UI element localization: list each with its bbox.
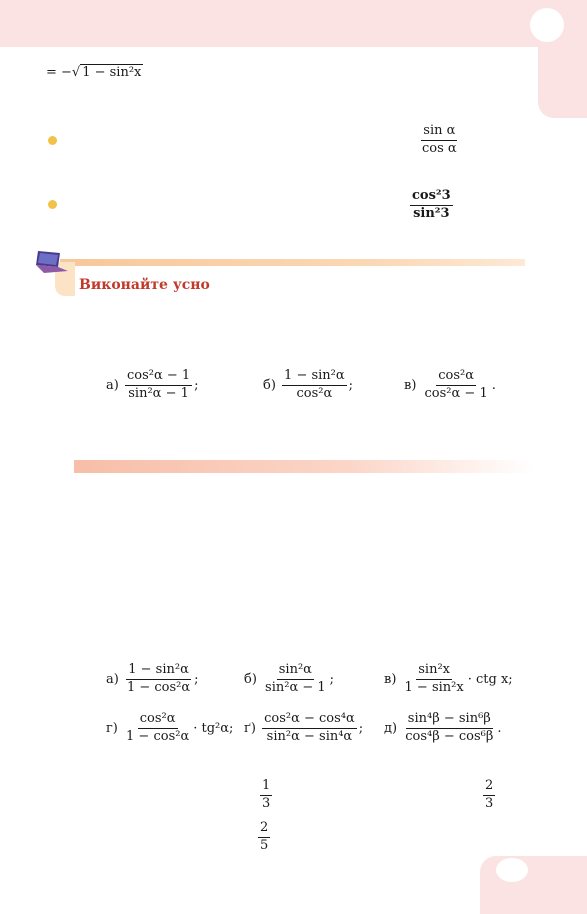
oral-exercise-a — [106, 369, 199, 402]
exercise-punct: ; — [329, 671, 335, 687]
written-exercise-b — [244, 663, 334, 696]
exercise-punct: ; — [194, 377, 199, 393]
top-formula — [46, 66, 143, 81]
fraction-denominator: 1 − cos²α — [126, 679, 191, 695]
fraction-numerator: cos²α − cos⁴α — [262, 712, 357, 729]
written-exercise-e — [244, 712, 363, 745]
exercise-label: а) — [106, 377, 119, 393]
fraction-denominator: sin²3 — [413, 205, 450, 221]
fraction-numerator: cos²α — [138, 712, 178, 729]
fraction-numerator: cos²α — [436, 369, 476, 386]
exercise-punct: ; — [194, 671, 199, 687]
fraction-numerator: cos²3 — [410, 189, 453, 206]
fraction-numerator: 1 − sin²α — [126, 663, 191, 680]
exercise-label: в) — [384, 671, 397, 687]
fraction-numerator: cos²α − 1 — [125, 369, 192, 386]
fraction-denominator: 3 — [262, 795, 271, 811]
fraction-denominator: cos⁴β − cos⁶β — [405, 728, 494, 744]
exercise-label: д) — [384, 720, 398, 736]
fraction-numerator: 1 − sin²α — [282, 369, 347, 386]
fraction-denominator: cos α — [422, 140, 457, 156]
fraction-two-fifths — [256, 821, 272, 854]
bullet-1-fraction — [418, 124, 461, 157]
written-exercise-f — [384, 712, 502, 745]
written-exercise-c — [384, 663, 513, 696]
fraction-denominator: sin²α − 1 — [128, 385, 189, 401]
exercise-tail: · ctg x; — [467, 671, 513, 687]
fraction-numerator: sin α — [421, 124, 457, 141]
fraction-denominator: 5 — [260, 837, 269, 853]
fraction-numerator: 2 — [258, 821, 270, 838]
bottom-tab — [480, 856, 587, 914]
exercise-label: а) — [106, 671, 119, 687]
fraction-denominator: 1 − sin²x — [404, 679, 464, 695]
oral-exercise-c — [404, 369, 496, 402]
written-exercise-d — [106, 712, 233, 745]
exercise-label: б) — [244, 671, 257, 687]
laptop-icon — [34, 249, 70, 275]
section-heading: Виконайте усно — [79, 277, 210, 293]
section-divider-pink — [74, 460, 534, 473]
fraction-denominator: sin²α − sin⁴α — [266, 728, 353, 744]
bullet-2-fraction — [408, 189, 455, 222]
fraction-numerator: 2 — [483, 779, 495, 796]
fraction-numerator: sin⁴β − sin⁶β — [406, 712, 493, 729]
top-formula-radicand: 1 − sin²x — [82, 65, 142, 80]
exercise-punct: ; — [358, 720, 364, 736]
bullet-2 — [48, 200, 57, 209]
oral-exercise-b — [263, 369, 353, 402]
exercise-label: в) — [404, 377, 417, 393]
fraction-denominator: sin²α − 1 — [265, 679, 326, 695]
fraction-denominator: 1 − cos²α — [126, 728, 190, 744]
bullet-1 — [48, 136, 57, 145]
fraction-one-third — [258, 779, 274, 812]
fraction-denominator: cos²α − 1 — [424, 385, 488, 401]
exercise-label: г) — [106, 720, 118, 736]
exercise-punct: . — [491, 377, 496, 393]
exercise-label: ґ) — [244, 720, 256, 736]
page-number-circle-top — [530, 8, 564, 42]
fraction-denominator: 3 — [485, 795, 494, 811]
fraction-numerator: 1 — [260, 779, 272, 796]
top-formula-prefix: = −√ — [46, 65, 81, 80]
fraction-numerator: sin²α — [277, 663, 314, 680]
exercise-label: б) — [263, 377, 276, 393]
exercise-punct: ; — [348, 377, 354, 393]
page-number-circle-bottom — [496, 858, 528, 882]
exercise-tail: · tg²α; — [193, 720, 234, 736]
fraction-denominator: cos²α — [296, 385, 333, 401]
exercise-punct: . — [497, 720, 502, 736]
top-band — [0, 0, 587, 47]
fraction-two-thirds — [481, 779, 497, 812]
fraction-numerator: sin²x — [416, 663, 452, 680]
section-divider-orange — [60, 259, 525, 266]
written-exercise-a — [106, 663, 199, 696]
